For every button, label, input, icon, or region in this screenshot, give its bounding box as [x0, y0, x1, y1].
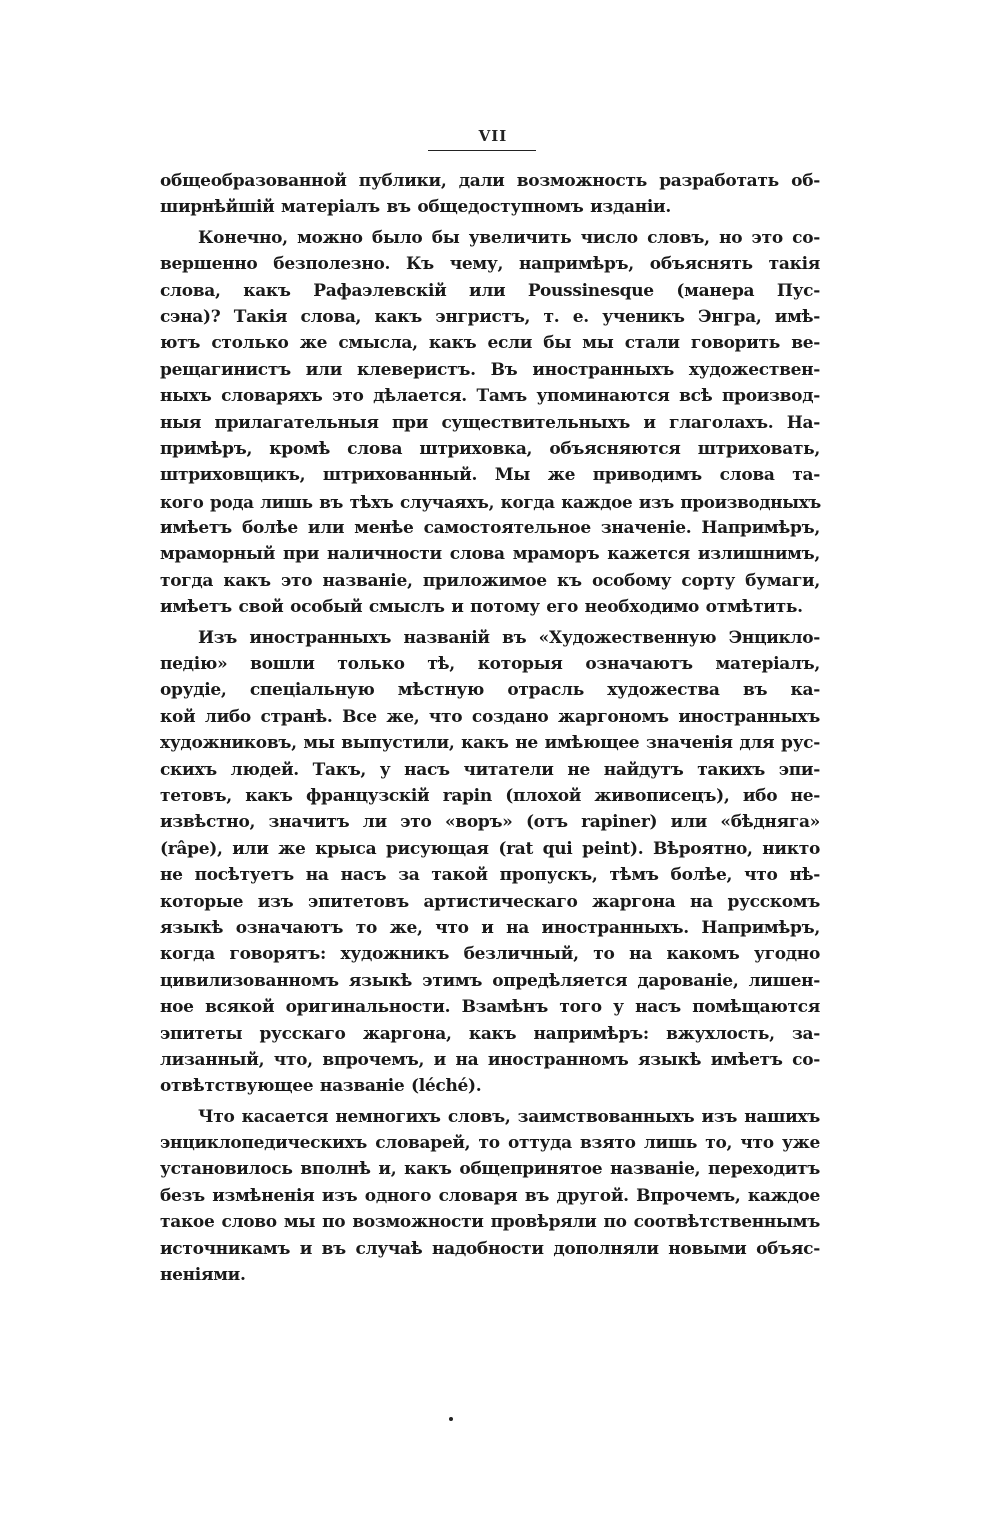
text-line: имѣетъ свой особый смыслъ и потому его необходимо отмѣтить. [160, 597, 803, 618]
text-line: ныя прилагательныя при существительныхъ и глаголахъ. На- [160, 412, 820, 433]
paragraph [160, 225, 820, 621]
text-line: ширнѣйшій матеріалъ въ общедоступномъ изданіи. [160, 197, 671, 218]
text-line: скихъ людей. Такъ, у насъ читатели не найдутъ такихъ эпи- [160, 759, 820, 780]
text-line: Что касается немногихъ словъ, заимствованныхъ изъ нашихъ [198, 1106, 820, 1127]
text-line: слова, какъ Рафаэлевскій или Poussinesque (манера Пус- [160, 280, 820, 301]
text-line: вершенно безполезно. Къ чему, напримѣръ, объяснять такія [160, 254, 820, 275]
text-line: языкѣ означаютъ то же, что и на иностранныхъ. Напримѣръ, [160, 917, 820, 938]
text-line: которые изъ эпитетовъ артистическаго жаргона на русскомъ [160, 891, 820, 912]
text-line: Изъ иностранныхъ названій въ «Художественную Энциклo- [198, 627, 820, 648]
text-line: тогда какъ это названіе, приложимое къ особому сорту бумаги, [160, 570, 820, 591]
text-line: кого рода лишь въ тѣхъ случаяхъ, когда каждое изъ производныхъ [160, 491, 821, 512]
text-line: художниковъ, мы выпустили, какъ не имѣющее значенія для рус- [160, 733, 820, 754]
text-line: когда говорятъ: художникъ безличный, то на какомъ угодно [160, 944, 820, 965]
text-line: (râpe), или же крыса рисующая (rat qui peint). Вѣроятно, никто [160, 838, 820, 859]
text-line: эпитеты русскаго жаргона, какъ напримѣръ: вжухлость, за- [160, 1023, 820, 1044]
text-line: извѣстно, значитъ ли это «воръ» (отъ rapiner) или «бѣдняга» [160, 812, 820, 833]
text-line: лизанный, что, впрочемъ, и на иностранномъ языкѣ имѣетъ со- [160, 1049, 820, 1070]
text-line: ныхъ словаряхъ это дѣлается. Тамъ упоминаются всѣ производ- [160, 386, 820, 407]
text-line: кой либо странѣ. Все же, что создано жаргономъ иностранныхъ [160, 706, 820, 727]
text-line: энциклопедическихъ словарей, то оттуда взято лишь то, что уже [160, 1133, 820, 1154]
page-header [0, 126, 986, 145]
text-line: штриховщикъ, штрихованный. Мы же приводимъ слова та- [160, 465, 820, 486]
text-line: педію» вошли только тѣ, которыя означаютъ матеріалъ, [160, 654, 820, 675]
text-line: тетовъ, какъ французскій rapin (плохой живописецъ), ибо не- [160, 785, 820, 806]
page-dot-mark [449, 1417, 453, 1421]
paragraph [160, 168, 820, 221]
text-line: общеобразованной публики, дали возможность разработать об- [160, 171, 820, 191]
text-line: неніями. [160, 1265, 246, 1286]
text-line: сэна)? Такія слова, какъ энгристъ, т. е. ученикъ Энгра, имѣ- [160, 306, 820, 327]
text-line: установилось вполнѣ и, какъ общепринятое названіе, переходитъ [160, 1159, 820, 1180]
text-line: отвѣтствующее названіе (léché). [160, 1076, 482, 1097]
text-line: имѣетъ болѣе или менѣе самостоятельное значеніе. Напримѣръ, [160, 518, 820, 539]
text-line: примѣръ, кромѣ слова штриховка, объясняются штриховать, [160, 438, 820, 459]
text-line: безъ измѣненія изъ одного словаря въ другой. Впрочемъ, каждое [160, 1185, 820, 1206]
paragraph [160, 625, 820, 1100]
text-line: ное всякой оригинальности. Взамѣнъ того у насъ помѣщаются [160, 997, 820, 1018]
text-line: не посѣтуетъ на насъ за такой пропускъ, тѣмъ болѣе, что нѣ- [160, 865, 820, 886]
body-text [160, 168, 820, 1288]
text-line: рещагинистъ или клеверистъ. Въ иностранныхъ художествен- [160, 359, 820, 380]
text-line: мраморный при наличности слова мраморъ кажется излишнимъ, [160, 544, 820, 565]
header-rule [428, 150, 536, 151]
text-line: такое слово мы по возможности провѣряли по соотвѣтственнымъ [160, 1212, 820, 1233]
text-line: Конечно, можно было бы увеличить число словъ, но это со- [198, 227, 820, 248]
text-line: источникамъ и въ случаѣ надобности дополняли новыми объяс- [160, 1238, 820, 1259]
page-number: VII [478, 127, 508, 145]
paragraph [160, 1104, 820, 1289]
text-line: цивилизованномъ языкѣ этимъ опредѣляется дарованіе, лишен- [160, 970, 820, 991]
text-line: ютъ столько же смысла, какъ если бы мы стали говорить ве- [160, 333, 820, 354]
text-line: орудіе, спеціальную мѣстную отрасль художества въ ка- [160, 680, 820, 701]
